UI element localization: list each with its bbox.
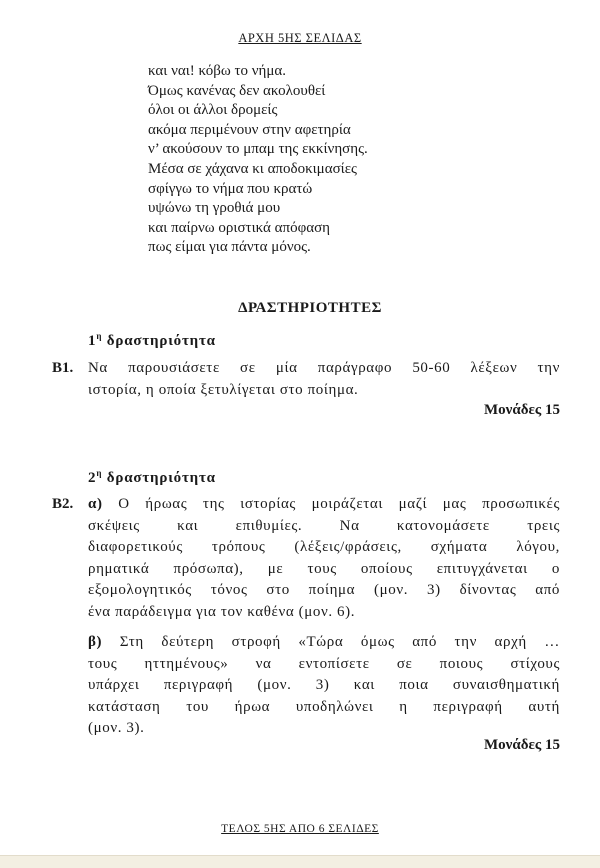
poem-line: πως είμαι για πάντα μόνος.: [148, 239, 311, 256]
page-bottom-edge: [0, 855, 600, 868]
section-title: ΔΡΑΣΤΗΡΙΟΤΗΤΕΣ: [238, 300, 382, 316]
question-label-b2: Β2.: [52, 496, 74, 512]
poem-line: ακόμα περιμένουν στην αφετηρία: [148, 121, 351, 138]
text-span: Στη δεύτερη στροφή «Τώρα όμως από την αρχή …: [102, 634, 560, 650]
text-line: διαφορετικούς τρόπους (λέξεις/φράσεις, σχήματα λόγου,: [88, 539, 560, 555]
poem-line: όλοι οι άλλοι δρομείς: [148, 102, 278, 119]
text-line: κατάσταση του ήρωα υποδηλώνει η περιγραφή αυτή: [88, 698, 560, 715]
marks-b1: Μονάδες 15: [483, 402, 560, 418]
page-header: ΑΡΧΗ 5ΗΣ ΣΕΛΙΔΑΣ: [238, 31, 362, 45]
activity1-heading: [88, 331, 216, 350]
text-span: Ο ήρωας της ιστορίας μοιράζεται μαζί μας προσωπικές: [102, 496, 560, 512]
poem-line: Όμως κανένας δεν ακολουθεί: [148, 82, 326, 99]
page-footer: ΤΕΛΟΣ 5ΗΣ ΑΠΟ 6 ΣΕΛΙΔΕΣ: [221, 823, 379, 835]
activity2-heading: [88, 468, 216, 487]
heading-number: 2: [88, 470, 97, 486]
marks-b2: Μονάδες 15: [483, 737, 560, 753]
text-line: ιστορία, η οποία ξετυλίγεται στο ποίημα.: [88, 381, 359, 398]
poem-line: Μέσα σε χάχανα κι αποδοκιμασίες: [148, 160, 357, 177]
text-line: Να παρουσιάσετε σε μία παράγραφο 50-60 λέξεων την: [88, 360, 560, 376]
poem-line: σφίγγω το νήμα που κρατώ: [148, 180, 313, 197]
text-line: [88, 632, 560, 654]
question-b2b-text: [88, 632, 560, 740]
text-line: εξομολογητικός τόνος στο ποίημα (μον. 3) δίνοντας από: [88, 582, 560, 598]
text-line: σκέψεις και επιθυμίες. Να κατονομάσετε τρεις: [88, 517, 560, 534]
text-line: υπάρχει περιγραφή (μον. 3) και ποια συναισθηματική: [88, 677, 560, 693]
question-label-b1: Β1.: [52, 360, 74, 376]
poem-line: και ναι! κόβω το νήμα.: [148, 63, 287, 79]
heading-sup: η: [96, 331, 103, 341]
text-line: τους ηττημένους» να εντοπίσετε σε ποιους στίχους: [88, 655, 560, 672]
heading-number: 1: [88, 333, 97, 349]
poem-line: ν’ ακούσουν το μπαμ της εκκίνησης.: [148, 141, 368, 158]
poem-line: υψώνω τη γροθιά μου: [148, 200, 281, 217]
text-line: ένα παράδειγμα για τον καθένα (μον. 6).: [88, 603, 356, 620]
heading-text: δραστηριότητα: [102, 333, 216, 349]
heading-sup: η: [96, 468, 103, 478]
part-label-b: β): [88, 634, 103, 650]
question-b2a-text: [88, 494, 560, 623]
poem-line: και παίρνω οριστικά απόφαση: [148, 219, 331, 236]
question-b1-text: [88, 358, 560, 401]
heading-text: δραστηριότητα: [102, 470, 216, 486]
poem: [148, 62, 368, 258]
text-line: [88, 494, 560, 516]
text-line: ρηματικά πρόσωπα), με τους οποίους επιτυγχάνεται ο: [88, 560, 560, 577]
part-label-a: α): [88, 496, 103, 512]
text-line: (μον. 3).: [88, 720, 145, 736]
